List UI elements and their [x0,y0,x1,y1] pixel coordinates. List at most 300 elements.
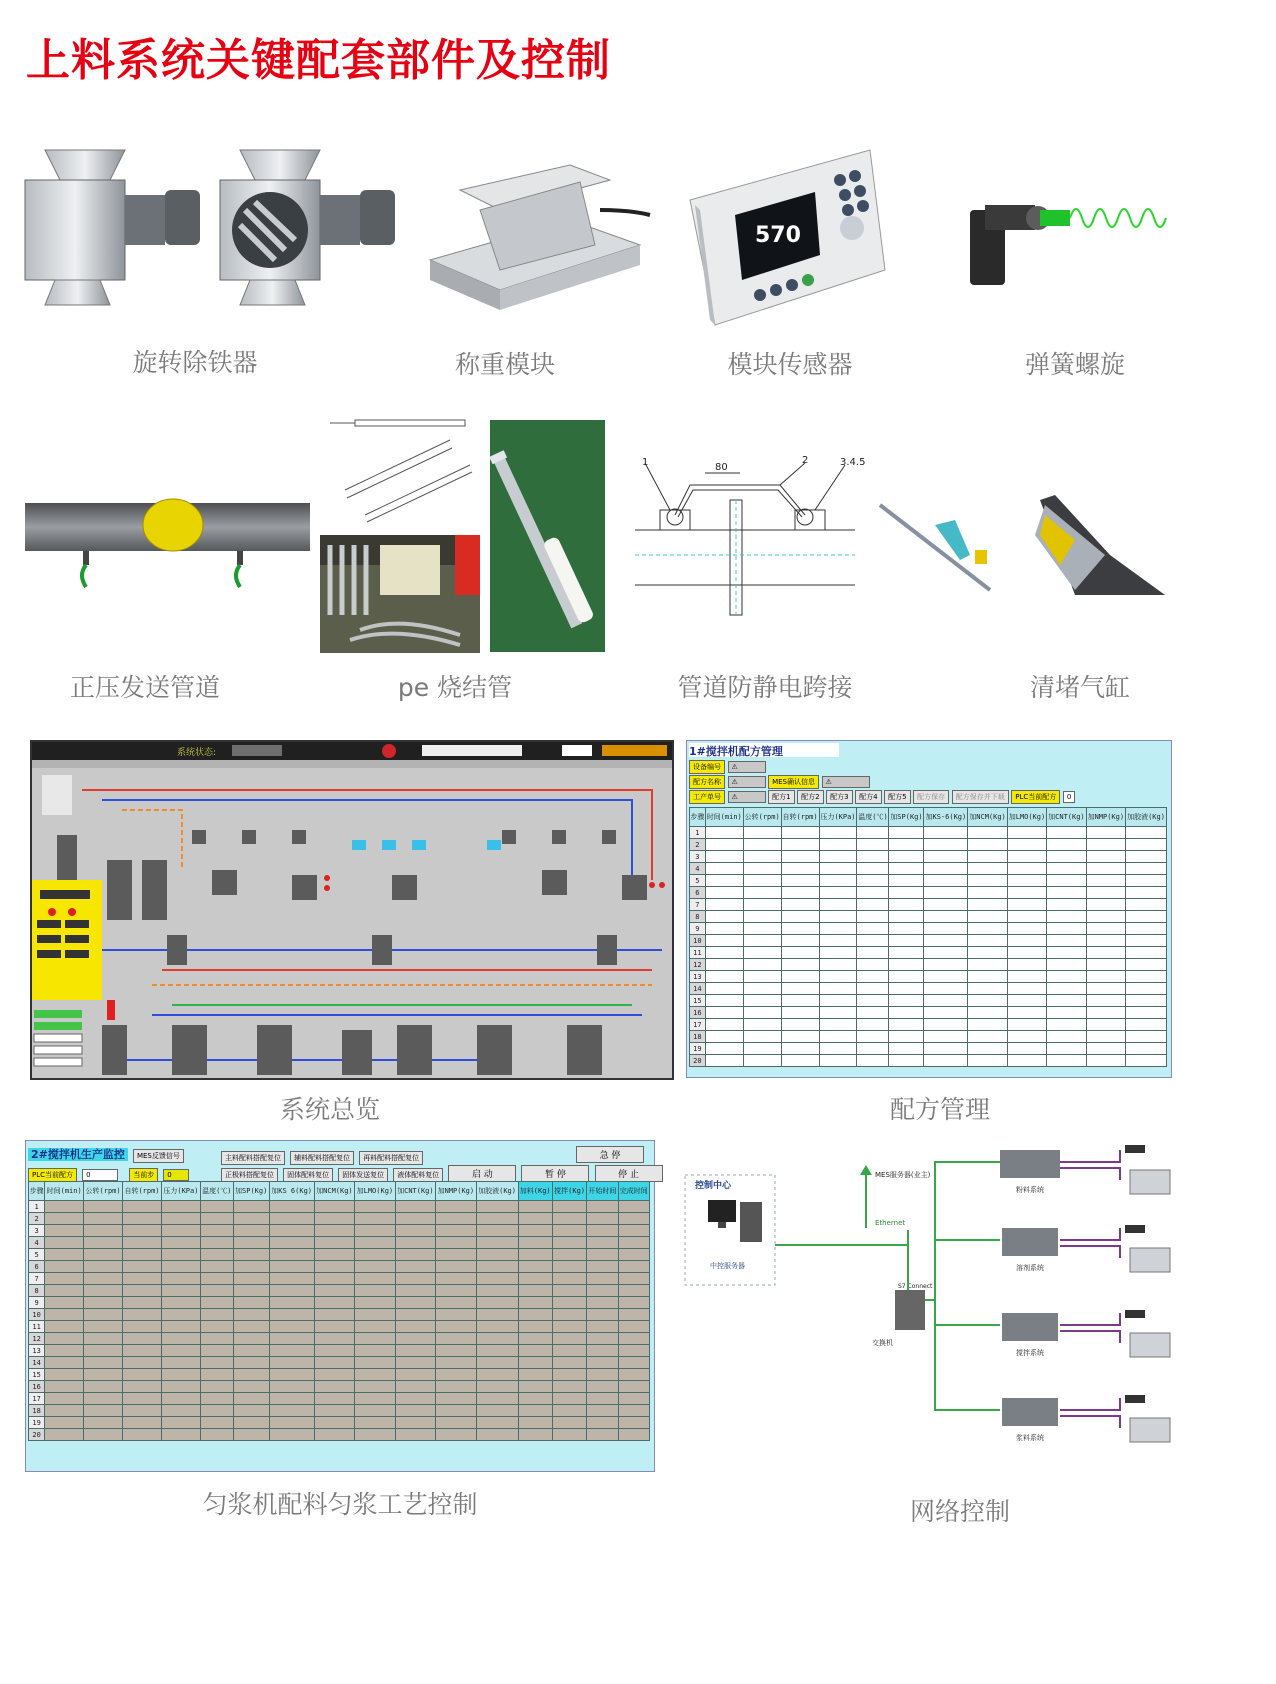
table-cell[interactable] [355,1333,395,1345]
table-cell[interactable] [355,1201,395,1213]
table-cell[interactable] [705,1007,743,1019]
table-cell[interactable] [518,1273,552,1285]
table-cell[interactable] [819,1043,857,1055]
table-cell[interactable] [436,1321,476,1333]
table-cell[interactable] [200,1357,233,1369]
table-cell[interactable] [355,1261,395,1273]
table-cell[interactable] [743,911,781,923]
reset-button-6[interactable]: 固体发送复位 [338,1168,388,1182]
table-cell[interactable] [355,1309,395,1321]
table-cell[interactable] [45,1261,84,1273]
table-cell[interactable] [1047,851,1086,863]
table-cell[interactable] [968,1055,1007,1067]
table-cell[interactable] [269,1321,314,1333]
table-cell[interactable] [123,1345,162,1357]
table-cell[interactable] [618,1345,649,1357]
table-cell[interactable] [45,1309,84,1321]
table-cell[interactable] [618,1405,649,1417]
table-cell[interactable] [705,863,743,875]
table-cell[interactable] [1007,1055,1046,1067]
table-cell[interactable] [314,1249,354,1261]
table-cell[interactable] [781,839,819,851]
table-cell[interactable] [395,1345,435,1357]
table-cell[interactable] [436,1345,476,1357]
table-cell[interactable] [819,995,857,1007]
recipe-tab-2[interactable]: 配方2 [797,790,823,804]
table-cell[interactable] [395,1429,435,1441]
table-cell[interactable] [1007,971,1046,983]
table-cell[interactable] [819,959,857,971]
table-cell[interactable] [314,1237,354,1249]
table-cell[interactable] [1007,1043,1046,1055]
table-cell[interactable] [518,1249,552,1261]
table-cell[interactable] [1086,959,1125,971]
table-cell[interactable] [1047,839,1086,851]
table-cell[interactable] [314,1225,354,1237]
table-cell[interactable] [84,1357,123,1369]
table-cell[interactable] [1086,851,1125,863]
table-cell[interactable] [45,1225,84,1237]
table-cell[interactable] [1086,983,1125,995]
table-cell[interactable] [314,1417,354,1429]
table-cell[interactable] [84,1429,123,1441]
table-cell[interactable] [889,1031,924,1043]
table-cell[interactable] [743,923,781,935]
table-cell[interactable] [355,1273,395,1285]
table-cell[interactable] [395,1369,435,1381]
table-cell[interactable] [123,1297,162,1309]
table-cell[interactable] [968,1043,1007,1055]
table-cell[interactable] [269,1333,314,1345]
table-cell[interactable] [1047,959,1086,971]
table-cell[interactable] [1126,947,1167,959]
table-cell[interactable] [476,1285,518,1297]
table-cell[interactable] [518,1369,552,1381]
table-cell[interactable] [1047,863,1086,875]
table-cell[interactable] [889,827,924,839]
table-cell[interactable] [618,1393,649,1405]
reset-button-4[interactable]: 正极料搭配复位 [221,1168,278,1182]
table-cell[interactable] [161,1381,200,1393]
table-cell[interactable] [476,1213,518,1225]
table-cell[interactable] [518,1201,552,1213]
table-cell[interactable] [45,1381,84,1393]
table-cell[interactable] [45,1357,84,1369]
table-cell[interactable] [819,911,857,923]
table-cell[interactable] [518,1345,552,1357]
table-cell[interactable] [1126,1007,1167,1019]
table-cell[interactable] [355,1369,395,1381]
table-cell[interactable] [924,1007,968,1019]
table-cell[interactable] [395,1357,435,1369]
table-cell[interactable] [857,1031,889,1043]
table-cell[interactable] [123,1261,162,1273]
table-cell[interactable] [819,851,857,863]
table-cell[interactable] [552,1321,586,1333]
table-cell[interactable] [518,1381,552,1393]
table-cell[interactable] [552,1417,586,1429]
table-cell[interactable] [233,1285,269,1297]
table-cell[interactable] [84,1225,123,1237]
table-cell[interactable] [355,1393,395,1405]
table-cell[interactable] [45,1297,84,1309]
table-cell[interactable] [781,935,819,947]
table-cell[interactable] [476,1321,518,1333]
table-cell[interactable] [1007,875,1046,887]
table-cell[interactable] [781,971,819,983]
table-cell[interactable] [1047,923,1086,935]
table-cell[interactable] [161,1345,200,1357]
table-cell[interactable] [476,1405,518,1417]
table-cell[interactable] [781,911,819,923]
table-cell[interactable] [269,1285,314,1297]
table-cell[interactable] [233,1417,269,1429]
table-cell[interactable] [743,995,781,1007]
table-cell[interactable] [269,1369,314,1381]
table-cell[interactable] [924,959,968,971]
table-cell[interactable] [200,1321,233,1333]
table-cell[interactable] [436,1333,476,1345]
table-cell[interactable] [552,1405,586,1417]
table-cell[interactable] [395,1297,435,1309]
table-cell[interactable] [587,1393,618,1405]
table-cell[interactable] [1047,827,1086,839]
work-order-field[interactable]: ⚠ [728,791,766,803]
table-cell[interactable] [45,1417,84,1429]
table-cell[interactable] [45,1273,84,1285]
table-cell[interactable] [314,1273,354,1285]
table-cell[interactable] [314,1297,354,1309]
table-cell[interactable] [819,1031,857,1043]
table-cell[interactable] [618,1417,649,1429]
table-cell[interactable] [1047,1007,1086,1019]
table-cell[interactable] [889,995,924,1007]
table-cell[interactable] [84,1345,123,1357]
table-cell[interactable] [781,1019,819,1031]
table-cell[interactable] [45,1213,84,1225]
table-cell[interactable] [705,911,743,923]
table-cell[interactable] [743,899,781,911]
table-cell[interactable] [1007,995,1046,1007]
table-cell[interactable] [161,1405,200,1417]
table-cell[interactable] [200,1417,233,1429]
table-cell[interactable] [1126,863,1167,875]
table-cell[interactable] [269,1249,314,1261]
table-cell[interactable] [1007,851,1046,863]
table-cell[interactable] [518,1405,552,1417]
table-cell[interactable] [889,923,924,935]
table-cell[interactable] [924,839,968,851]
table-cell[interactable] [743,971,781,983]
table-cell[interactable] [819,1055,857,1067]
table-cell[interactable] [123,1333,162,1345]
table-cell[interactable] [123,1237,162,1249]
table-cell[interactable] [819,875,857,887]
table-cell[interactable] [968,887,1007,899]
table-cell[interactable] [587,1285,618,1297]
table-cell[interactable] [1086,923,1125,935]
table-cell[interactable] [1126,1031,1167,1043]
table-cell[interactable] [968,911,1007,923]
table-cell[interactable] [552,1249,586,1261]
table-cell[interactable] [45,1285,84,1297]
table-cell[interactable] [476,1201,518,1213]
table-cell[interactable] [200,1201,233,1213]
table-cell[interactable] [1047,911,1086,923]
table-cell[interactable] [84,1273,123,1285]
table-cell[interactable] [355,1417,395,1429]
table-cell[interactable] [123,1393,162,1405]
table-cell[interactable] [968,983,1007,995]
table-cell[interactable] [968,947,1007,959]
table-cell[interactable] [1047,1031,1086,1043]
table-cell[interactable] [233,1369,269,1381]
table-cell[interactable] [200,1237,233,1249]
table-cell[interactable] [618,1381,649,1393]
table-cell[interactable] [618,1285,649,1297]
table-cell[interactable] [968,971,1007,983]
table-cell[interactable] [1007,911,1046,923]
table-cell[interactable] [743,947,781,959]
table-cell[interactable] [436,1213,476,1225]
table-cell[interactable] [1007,863,1046,875]
table-cell[interactable] [1086,911,1125,923]
table-cell[interactable] [552,1237,586,1249]
table-cell[interactable] [587,1381,618,1393]
table-cell[interactable] [1007,1019,1046,1031]
table-cell[interactable] [476,1345,518,1357]
table-cell[interactable] [1007,935,1046,947]
table-cell[interactable] [123,1285,162,1297]
table-cell[interactable] [1126,875,1167,887]
table-cell[interactable] [889,971,924,983]
table-cell[interactable] [705,851,743,863]
table-cell[interactable] [618,1369,649,1381]
table-cell[interactable] [968,1007,1007,1019]
table-cell[interactable] [819,983,857,995]
table-cell[interactable] [587,1249,618,1261]
table-cell[interactable] [395,1273,435,1285]
table-cell[interactable] [618,1357,649,1369]
table-cell[interactable] [857,923,889,935]
table-cell[interactable] [45,1333,84,1345]
start-button[interactable]: 启 动 [448,1165,516,1182]
table-cell[interactable] [123,1201,162,1213]
table-cell[interactable] [924,851,968,863]
table-cell[interactable] [552,1309,586,1321]
table-cell[interactable] [233,1237,269,1249]
table-cell[interactable] [1047,1055,1086,1067]
table-cell[interactable] [269,1201,314,1213]
table-cell[interactable] [269,1429,314,1441]
table-cell[interactable] [587,1417,618,1429]
table-cell[interactable] [618,1321,649,1333]
table-cell[interactable] [857,1007,889,1019]
table-cell[interactable] [924,887,968,899]
table-cell[interactable] [1126,899,1167,911]
table-cell[interactable] [518,1285,552,1297]
table-cell[interactable] [233,1249,269,1261]
table-cell[interactable] [395,1393,435,1405]
table-cell[interactable] [269,1345,314,1357]
table-cell[interactable] [743,935,781,947]
table-cell[interactable] [889,851,924,863]
table-cell[interactable] [587,1429,618,1441]
table-cell[interactable] [1047,1043,1086,1055]
table-cell[interactable] [705,995,743,1007]
table-cell[interactable] [857,971,889,983]
table-cell[interactable] [123,1429,162,1441]
table-cell[interactable] [123,1357,162,1369]
table-cell[interactable] [552,1285,586,1297]
device-no-field[interactable]: ⚠ [728,761,766,773]
table-cell[interactable] [84,1237,123,1249]
table-cell[interactable] [233,1309,269,1321]
table-cell[interactable] [476,1381,518,1393]
table-cell[interactable] [618,1297,649,1309]
table-cell[interactable] [968,935,1007,947]
table-cell[interactable] [743,959,781,971]
table-cell[interactable] [1007,947,1046,959]
table-cell[interactable] [1086,947,1125,959]
table-cell[interactable] [1086,1031,1125,1043]
table-cell[interactable] [1086,1019,1125,1031]
table-cell[interactable] [587,1405,618,1417]
table-cell[interactable] [889,875,924,887]
table-cell[interactable] [269,1261,314,1273]
table-cell[interactable] [161,1201,200,1213]
table-cell[interactable] [161,1417,200,1429]
table-cell[interactable] [161,1285,200,1297]
recipe-save-download-button[interactable]: 配方保存并下载 [952,790,1009,804]
table-cell[interactable] [200,1261,233,1273]
table-cell[interactable] [552,1273,586,1285]
table-cell[interactable] [1047,1019,1086,1031]
table-cell[interactable] [924,935,968,947]
table-cell[interactable] [233,1273,269,1285]
table-cell[interactable] [968,851,1007,863]
recipe-tab-3[interactable]: 配方3 [826,790,852,804]
table-cell[interactable] [161,1333,200,1345]
table-cell[interactable] [476,1249,518,1261]
table-cell[interactable] [857,863,889,875]
table-cell[interactable] [705,875,743,887]
table-cell[interactable] [618,1225,649,1237]
table-cell[interactable] [84,1201,123,1213]
table-cell[interactable] [1047,983,1086,995]
table-cell[interactable] [705,923,743,935]
table-cell[interactable] [233,1393,269,1405]
table-cell[interactable] [968,875,1007,887]
table-cell[interactable] [200,1273,233,1285]
table-cell[interactable] [705,899,743,911]
table-cell[interactable] [314,1429,354,1441]
table-cell[interactable] [518,1393,552,1405]
table-cell[interactable] [200,1393,233,1405]
table-cell[interactable] [705,983,743,995]
table-cell[interactable] [233,1429,269,1441]
table-cell[interactable] [84,1405,123,1417]
table-cell[interactable] [857,887,889,899]
table-cell[interactable] [314,1321,354,1333]
recipe-tab-4[interactable]: 配方4 [855,790,881,804]
table-cell[interactable] [924,827,968,839]
table-cell[interactable] [314,1333,354,1345]
table-cell[interactable] [1126,935,1167,947]
table-cell[interactable] [84,1369,123,1381]
table-cell[interactable] [355,1249,395,1261]
table-cell[interactable] [1126,1019,1167,1031]
table-cell[interactable] [233,1333,269,1345]
table-cell[interactable] [1126,959,1167,971]
table-cell[interactable] [314,1345,354,1357]
table-cell[interactable] [857,839,889,851]
table-cell[interactable] [161,1429,200,1441]
table-cell[interactable] [84,1249,123,1261]
table-cell[interactable] [395,1201,435,1213]
table-cell[interactable] [123,1213,162,1225]
table-cell[interactable] [781,887,819,899]
table-cell[interactable] [819,827,857,839]
table-cell[interactable] [269,1381,314,1393]
table-cell[interactable] [269,1237,314,1249]
table-cell[interactable] [781,899,819,911]
table-cell[interactable] [200,1225,233,1237]
table-cell[interactable] [857,1043,889,1055]
table-cell[interactable] [587,1213,618,1225]
table-cell[interactable] [355,1225,395,1237]
table-cell[interactable] [269,1297,314,1309]
table-cell[interactable] [45,1249,84,1261]
table-cell[interactable] [476,1357,518,1369]
table-cell[interactable] [1047,875,1086,887]
table-cell[interactable] [436,1309,476,1321]
table-cell[interactable] [518,1429,552,1441]
table-cell[interactable] [355,1213,395,1225]
table-cell[interactable] [781,851,819,863]
table-cell[interactable] [618,1237,649,1249]
table-cell[interactable] [552,1369,586,1381]
table-cell[interactable] [200,1249,233,1261]
table-cell[interactable] [1126,1043,1167,1055]
table-cell[interactable] [355,1381,395,1393]
table-cell[interactable] [743,839,781,851]
table-cell[interactable] [45,1201,84,1213]
table-cell[interactable] [552,1213,586,1225]
table-cell[interactable] [924,863,968,875]
table-cell[interactable] [84,1417,123,1429]
table-cell[interactable] [355,1345,395,1357]
table-cell[interactable] [45,1369,84,1381]
table-cell[interactable] [819,863,857,875]
table-cell[interactable] [123,1309,162,1321]
table-cell[interactable] [1126,1055,1167,1067]
table-cell[interactable] [395,1333,435,1345]
table-cell[interactable] [968,899,1007,911]
table-cell[interactable] [1086,875,1125,887]
table-cell[interactable] [889,983,924,995]
table-cell[interactable] [314,1213,354,1225]
table-cell[interactable] [200,1297,233,1309]
table-cell[interactable] [889,887,924,899]
reset-button-2[interactable]: 辅料配料搭配复位 [290,1151,354,1165]
table-cell[interactable] [819,971,857,983]
table-cell[interactable] [924,971,968,983]
table-cell[interactable] [269,1405,314,1417]
table-cell[interactable] [45,1429,84,1441]
table-cell[interactable] [1007,827,1046,839]
table-cell[interactable] [889,1043,924,1055]
